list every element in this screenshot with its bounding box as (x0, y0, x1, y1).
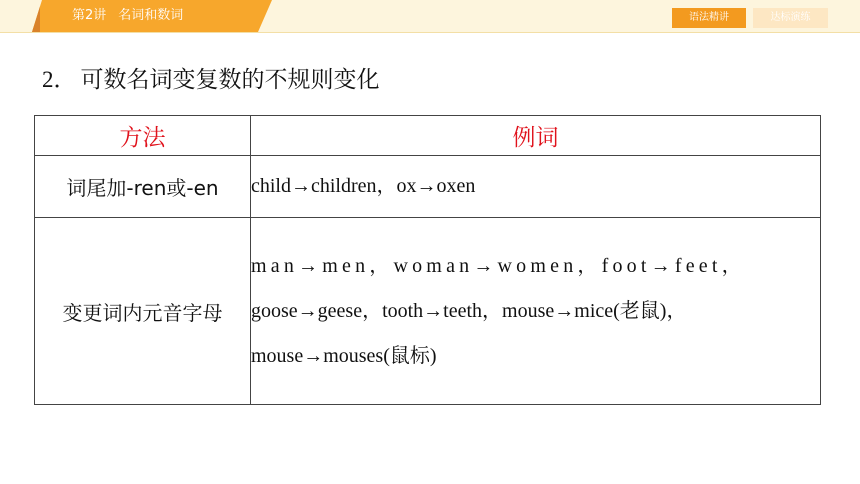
chapter-label (72, 6, 195, 26)
examples-cell (251, 156, 821, 218)
method-cell: 词尾加-ren或-en (35, 156, 251, 218)
example-line: mouse→mouses(鼠标) (251, 344, 437, 367)
nav-grammar-button[interactable]: 语法精讲 (672, 8, 746, 28)
table-header-row (35, 116, 821, 156)
example-line: child→children，ox→oxen (251, 175, 476, 197)
examples-cell (251, 218, 821, 405)
section-number: 2． (42, 67, 77, 92)
table-row (35, 218, 821, 405)
header-divider (0, 32, 860, 33)
rules-table (34, 115, 821, 405)
example-line: goose→geese，tooth→teeth，mouse→mice(老鼠)， (251, 299, 687, 322)
lesson-number: 第2讲 (72, 8, 107, 23)
example-line: man→men，woman→women，foot→feet， (251, 254, 746, 277)
section-title (42, 64, 380, 96)
lesson-title: 名词和数词 (118, 8, 184, 23)
section-title-text: 可数名词变复数的不规则变化 (80, 67, 380, 93)
method-cell: 变更词内元音字母 (35, 218, 251, 405)
table-row (35, 156, 821, 218)
header-examples: 例词 (251, 116, 821, 156)
header-method: 方法 (35, 116, 251, 156)
nav-practice-button[interactable]: 达标演练 (753, 8, 828, 28)
